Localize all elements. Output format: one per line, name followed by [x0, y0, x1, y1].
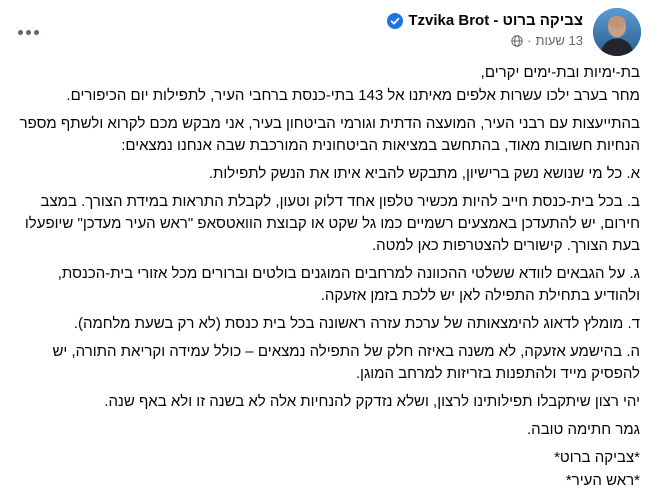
post-paragraph: א. כל מי שנושא נשק ברישיון, מתבקש להביא איתו את הנשק לתפילות.	[208, 165, 640, 182]
post-paragraph: גמר חתימה טובה.	[527, 421, 640, 438]
post-paragraph: ד. מומלץ לדאוג להימצאותה של ערכת עזרה ראשונה בכל בית כנסת (לא רק בשעת מלחמה).	[73, 315, 640, 332]
post-paragraph: בהתייעצות עם רבני העיר, המועצה הדתית וגורמי הביטחון בעיר, אני מבקש מכם לקרוא ולשתף מספר הנחיות חשובות מאוד, בהתחשב במציאות הביטחונית המורכבת שבה אנחנו נמצאים:	[19, 115, 640, 154]
header-info	[387, 8, 583, 48]
post-paragraph: בת-ימיות ובת-ימים יקרים,	[480, 64, 640, 81]
globe-privacy-icon	[511, 35, 523, 47]
post-paragraph: יהי רצון שיתקבלו תפילותינו לרצון, ושלא נזדקק להנחיות אלה לא בשנה זו ולא באף שנה.	[104, 393, 640, 410]
timestamp[interactable]: 13 שעות	[535, 33, 583, 48]
post-paragraph: ב. בכל בית-כנסת חייב להיות מכשיר טלפון אחד דלוק וטעון, לקבלת התראות במידת הצורך. במצב חירום, יש להתעדכן באמצעים רשמיים כמו גל שקט או קבוצת הוואטסאפ "ראש העיר מעדכן" שיופעלו בעת הצורך. קישורים להצטרפות כאן למטה.	[24, 193, 640, 254]
post-paragraph: ה. בהישמע אזעקה, לא משנה באיזה חלק של התפילה נמצאים – כולל עמידה וקריאת התורה, יש להפסיק מייד ולהתפנות בזריזות למרחב המוגן.	[52, 343, 640, 382]
verified-badge-icon	[387, 13, 403, 29]
post-paragraph: מחר בערב ילכו עשרות אלפים מאיתנו אל 143 בתי-כנסת ברחבי העיר, לתפילות יום הכיפורים.	[66, 87, 640, 104]
more-options-button[interactable]	[14, 24, 43, 41]
post-signature-title: *ראש העיר*	[565, 472, 640, 489]
post-header	[0, 0, 655, 56]
post-paragraph: ג. על הגבאים לוודא ששלטי ההכוונה למרחבים המוגנים בולטים וברורים מכל אזורי בית-הכנסת, ולהודיע בתחילת התפילה לאן יש ללכת בזמן אזעקה.	[57, 265, 640, 304]
author-name-row	[387, 12, 583, 29]
avatar-photo	[593, 8, 641, 56]
post-meta-row	[511, 33, 583, 48]
dot-icon	[34, 30, 39, 35]
dot-icon	[26, 30, 31, 35]
post-body	[0, 56, 655, 492]
dot-icon	[18, 30, 23, 35]
meta-separator: ·	[527, 33, 532, 48]
avatar[interactable]	[593, 8, 641, 56]
author-name[interactable]: צביקה ברוט - Tzvika Brot	[408, 12, 583, 29]
post-signature-name: *צביקה ברוט*	[554, 449, 640, 466]
